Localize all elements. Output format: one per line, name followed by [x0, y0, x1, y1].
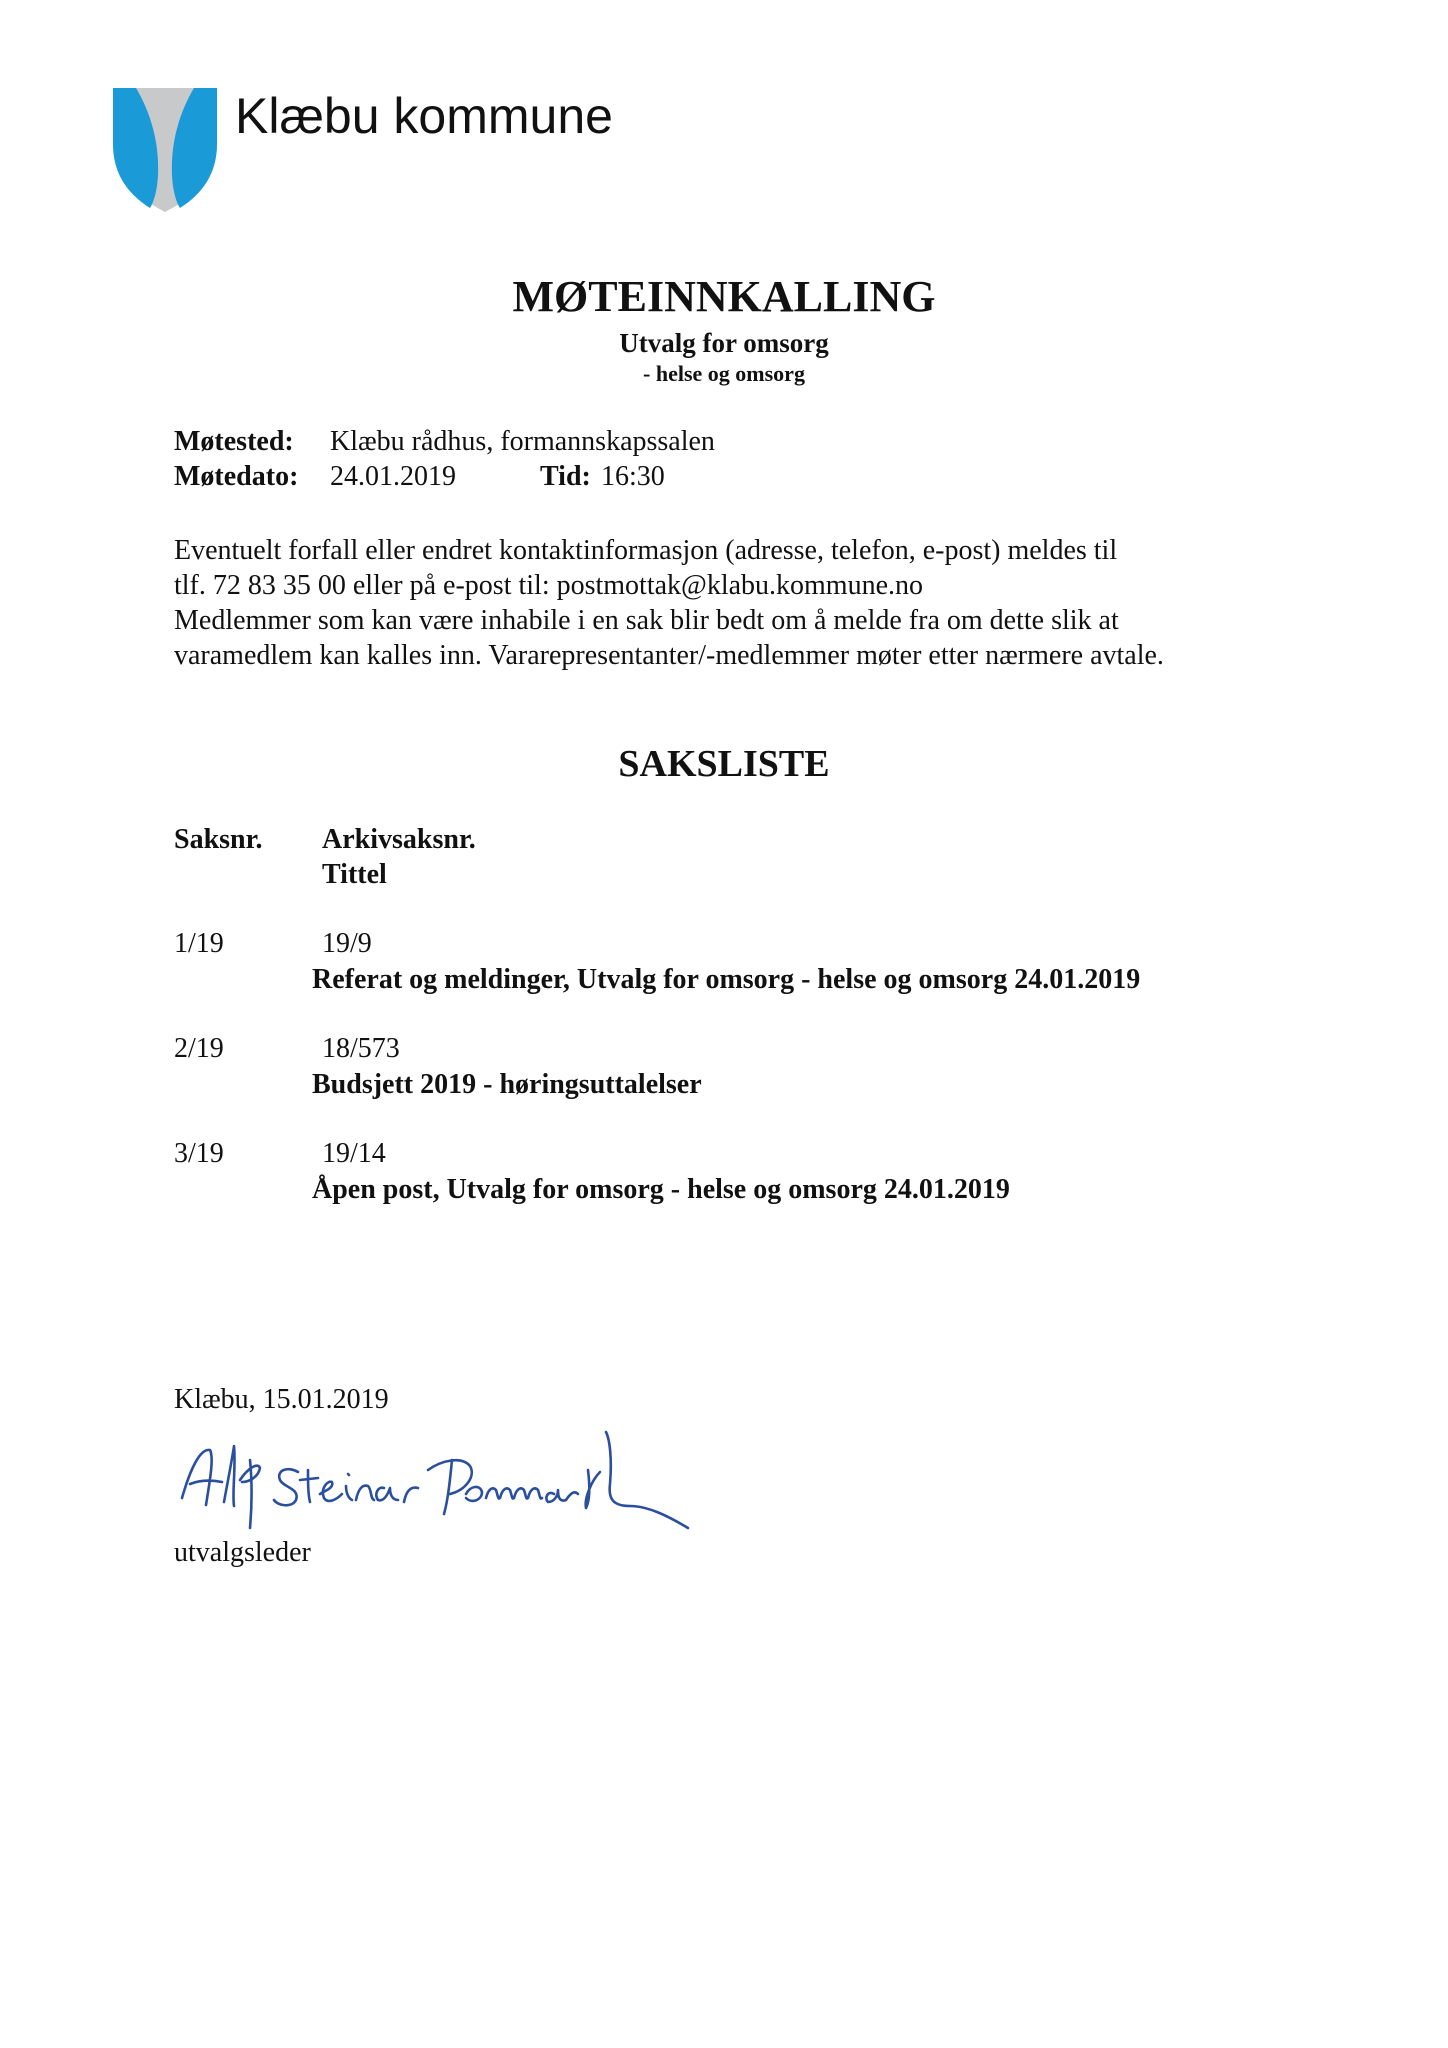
meeting-date-label: Møtedato: — [174, 461, 299, 492]
meeting-time-value: 16:30 — [601, 461, 665, 492]
agenda-item-arkivsaksnr: 18/573 — [322, 1033, 400, 1064]
place-and-date: Klæbu, 15.01.2019 — [174, 1384, 389, 1415]
agenda-item-saksnr: 3/19 — [174, 1138, 224, 1169]
column-header-arkivsaksnr: Arkivsaksnr. — [322, 824, 476, 855]
meeting-date-row — [174, 459, 298, 495]
handwritten-signature — [170, 1410, 730, 1540]
agenda-item-title: Budsjett 2019 - høringsuttalelser — [312, 1069, 702, 1100]
committee-subtitle: - helse og omsorg — [643, 361, 805, 386]
meeting-place-value: Klæbu rådhus, formannskapssalen — [330, 426, 715, 457]
agenda-item-saksnr: 1/19 — [174, 928, 224, 959]
meeting-time-label: Tid: — [540, 461, 591, 492]
agenda-item-title: Referat og meldinger, Utvalg for omsorg - helse og omsorg 24.01.2019 — [312, 964, 1141, 995]
column-header-tittel: Tittel — [322, 859, 387, 890]
agenda-item-arkivsaksnr: 19/9 — [322, 928, 372, 959]
committee-name: Utvalg for omsorg — [619, 328, 829, 358]
meeting-place-label: Møtested: — [174, 426, 294, 457]
notice-line: varamedlem kan kalles inn. Vararepresentanter/-medlemmer møter etter nærmere avtale. — [174, 640, 1164, 671]
notice-paragraph — [174, 533, 1294, 673]
notice-line: tlf. 72 83 35 00 eller på e-post til: postmottak@klabu.kommune.no — [174, 570, 924, 601]
notice-line: Eventuelt forfall eller endret kontaktinformasjon (adresse, telefon, e-post) meldes til — [174, 535, 1118, 566]
document-title: MØTEINNKALLING — [512, 272, 936, 321]
meeting-time-row — [540, 459, 591, 495]
notice-line: Medlemmer som kan være inhabile i en sak blir bedt om å melde fra om dette slik at — [174, 605, 1119, 636]
agenda-item-title: Åpen post, Utvalg for omsorg - helse og omsorg 24.01.2019 — [312, 1174, 1010, 1205]
signature-strokes — [182, 1432, 688, 1528]
meeting-place-row — [174, 424, 294, 460]
signatory-role: utvalgsleder — [174, 1537, 311, 1568]
meeting-date-value: 24.01.2019 — [330, 461, 456, 492]
agenda-item-saksnr: 2/19 — [174, 1033, 224, 1064]
agenda-heading: SAKSLISTE — [618, 743, 830, 785]
column-header-saksnr: Saksnr. — [174, 824, 263, 855]
agenda-item-arkivsaksnr: 19/14 — [322, 1138, 386, 1169]
organization-name: Klæbu kommune — [235, 88, 613, 144]
municipality-coat-of-arms-icon — [112, 86, 218, 214]
